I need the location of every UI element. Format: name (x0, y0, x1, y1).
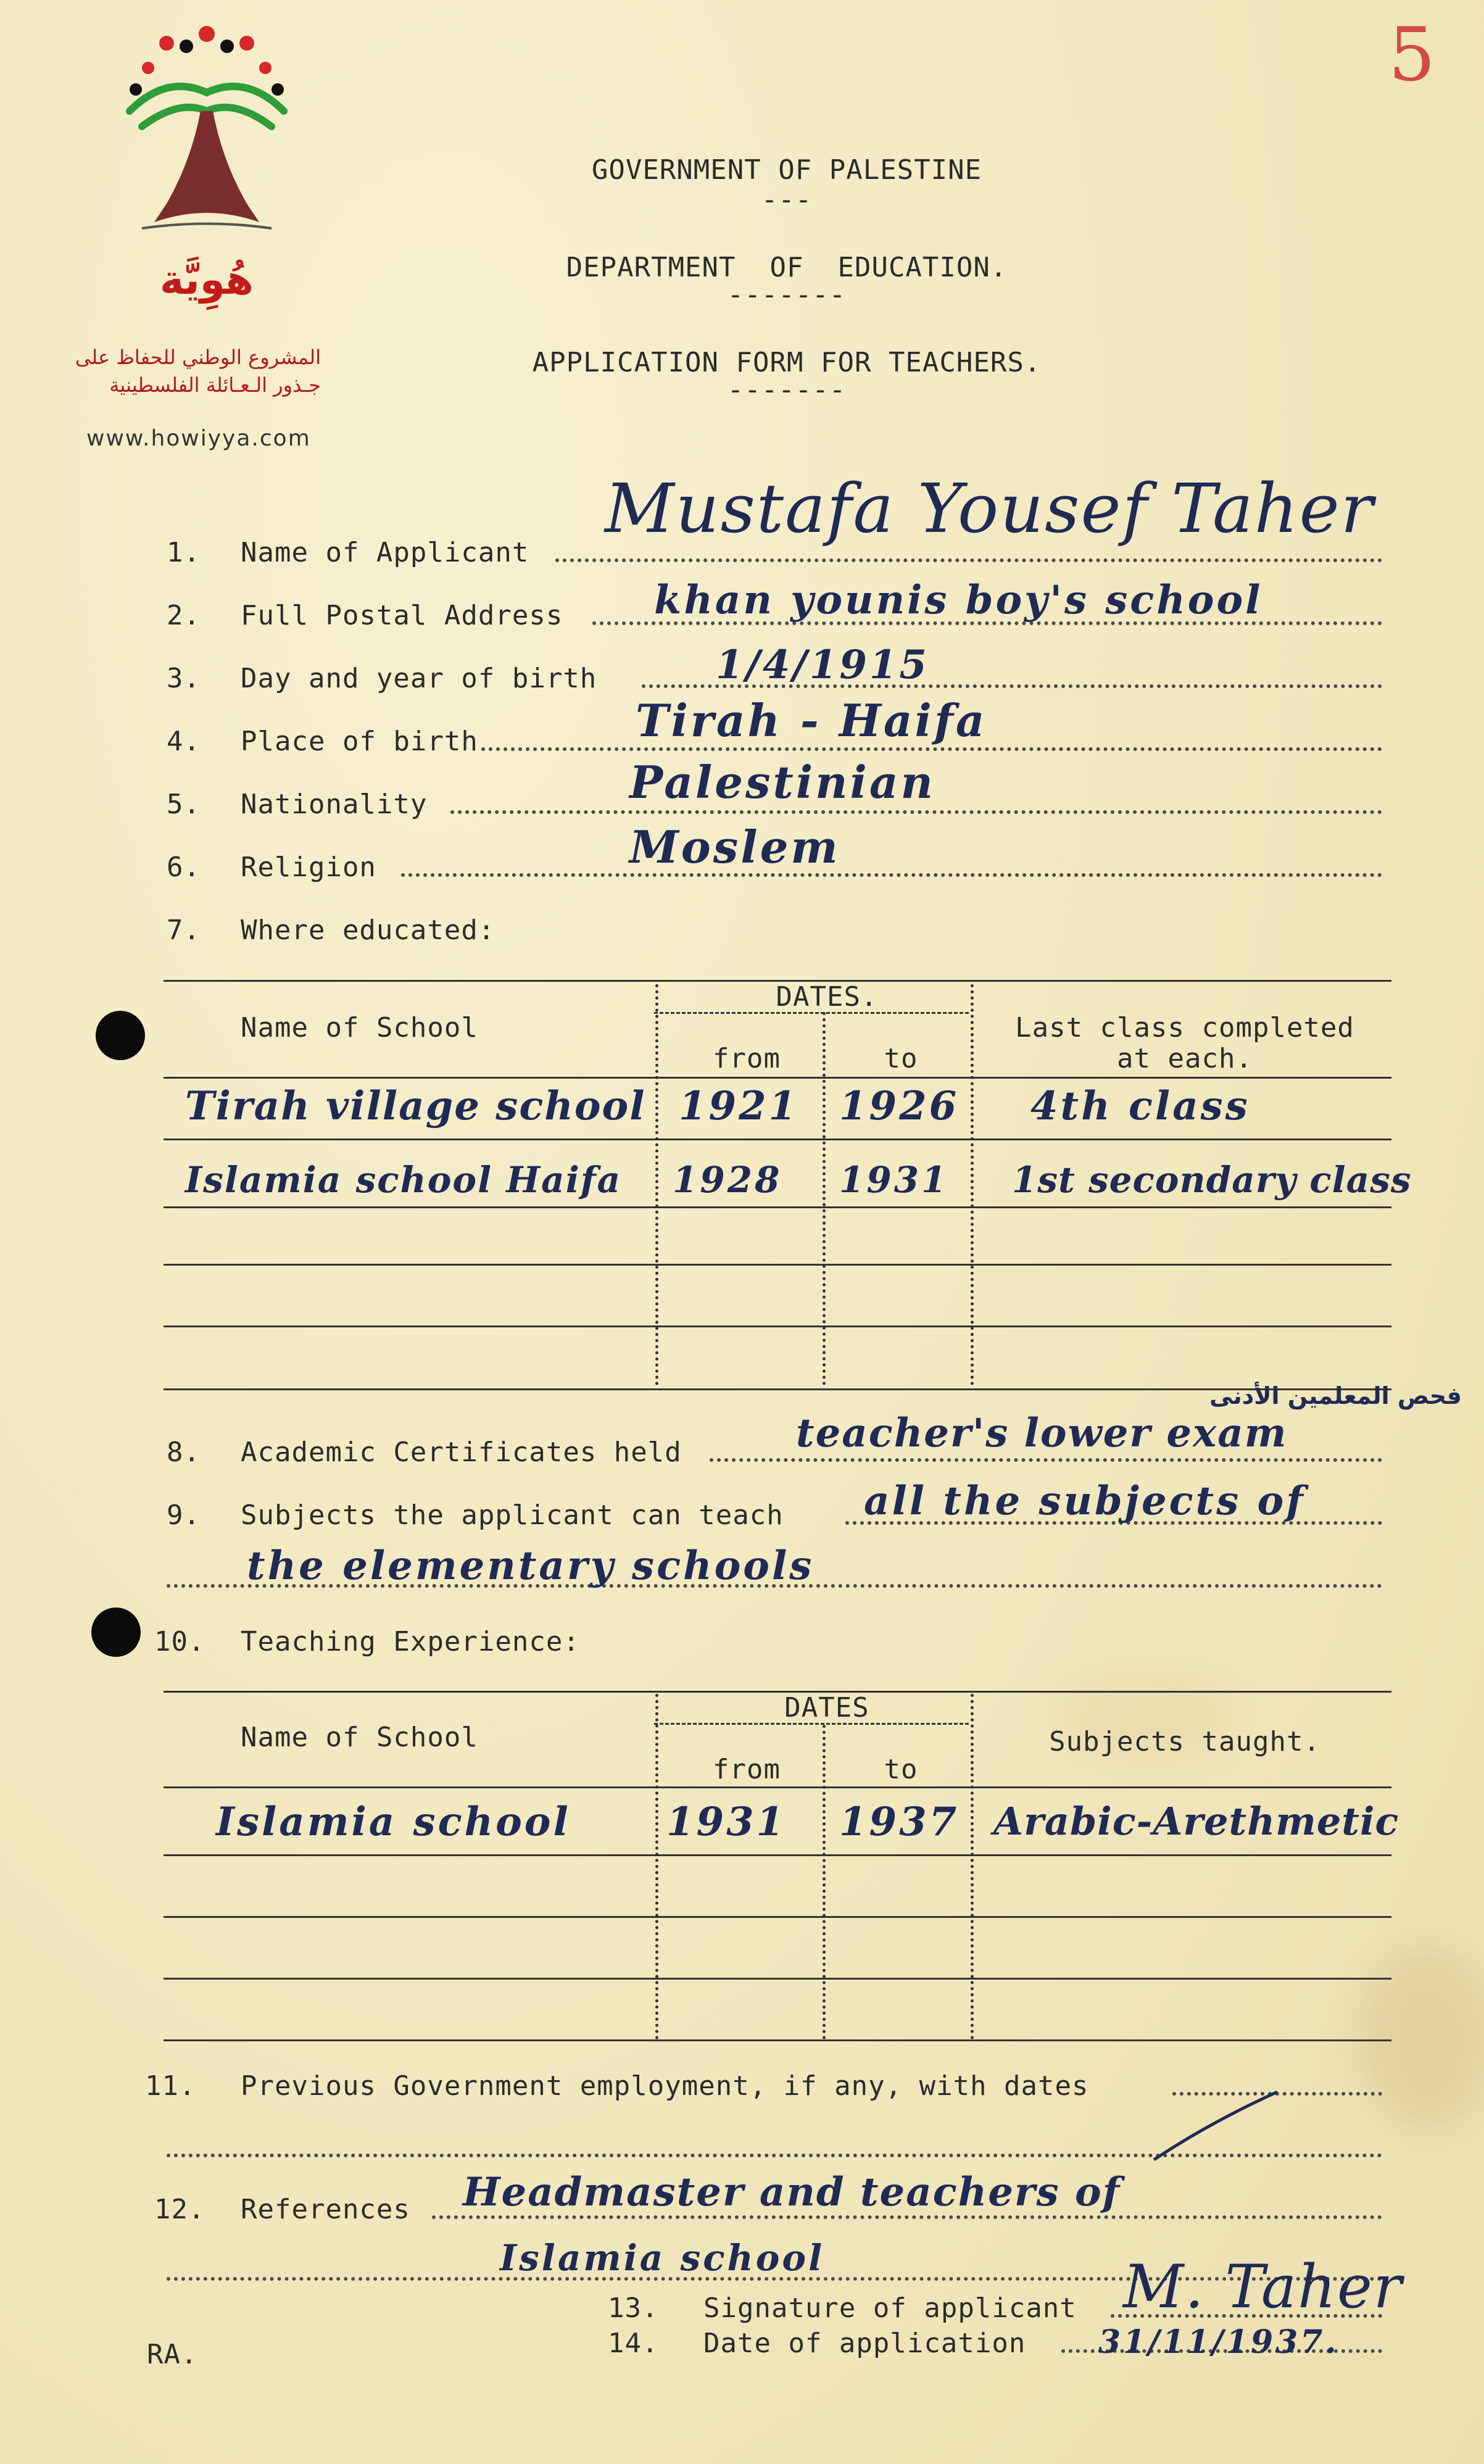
field-12-label: References (241, 2194, 410, 2225)
howiyya-tree-logo-icon (117, 19, 296, 253)
field-6-label: Religion (241, 852, 376, 883)
edu-row-2-last-class: 1st secondary class (1012, 1159, 1412, 1201)
field-6-number: 6. (167, 852, 201, 883)
exp-row-1-school: Islamia school (216, 1799, 571, 1845)
header-separator-1: --- (761, 184, 813, 215)
field-8-number: 8. (167, 1437, 201, 1468)
header-separator-2: ------- (727, 279, 847, 310)
page-number-mark: 5 (1388, 12, 1436, 98)
edu-header-school: Name of School (241, 1012, 478, 1043)
logo-url[interactable]: www.howiyya.com (86, 426, 311, 451)
edu-header-from: from (713, 1043, 781, 1074)
edu-row-1-from: 1921 (679, 1083, 799, 1129)
footer-initials: RA. (147, 2339, 198, 2370)
exp-header-school: Name of School (241, 1722, 478, 1753)
exp-header-to: to (884, 1754, 918, 1785)
field-4-label: Place of birth (241, 726, 478, 757)
exp-row-1-subjects: Arabic-Arethmetic (993, 1799, 1399, 1844)
edu-header-last-class: Last class completed (1015, 1012, 1354, 1043)
field-1-label: Name of Applicant (241, 537, 529, 568)
exp-header-from: from (713, 1754, 781, 1785)
edu-header-to: to (884, 1043, 918, 1074)
field-13-signature: M. Taher (1123, 2252, 1403, 2321)
edu-row-1-school: Tirah village school (185, 1083, 646, 1129)
field-12-references: Headmaster and teachers of (463, 2169, 1121, 2215)
field-5-label: Nationality (241, 789, 428, 820)
field-9-label: Subjects the applicant can teach (241, 1500, 784, 1531)
field-4-birth-place: Tirah - Haifa (636, 694, 987, 747)
field-3-label: Day and year of birth (241, 663, 597, 694)
field-8-label: Academic Certificates held (241, 1437, 682, 1468)
field-12-references-continued: Islamia school (500, 2237, 825, 2279)
field-9-number: 9. (167, 1500, 201, 1531)
edu-row-1-last-class: 4th class (1030, 1083, 1250, 1129)
exp-header-dates: DATES (784, 1692, 869, 1724)
header-department: DEPARTMENT OF EDUCATION. (566, 252, 1008, 283)
exp-header-subjects: Subjects taught. (1049, 1726, 1320, 1757)
binder-hole-bottom (91, 1607, 141, 1657)
field-8-arabic-note: فحص المعلمين الأدنى (1209, 1382, 1462, 1409)
field-11-blank-strike-mark (1148, 2086, 1283, 2166)
field-6-religion: Moslem (629, 821, 840, 873)
field-13-number: 13. (608, 2292, 659, 2324)
field-14-number: 14. (608, 2328, 659, 2359)
field-2-postal-address: khan younis boy's school (654, 577, 1263, 623)
field-12-number: 12. (154, 2194, 205, 2225)
field-1-applicant-name: Mustafa Yousef Taher (605, 469, 1375, 548)
edu-header-dates: DATES. (776, 981, 878, 1013)
logo-tagline-1: المشروع الوطني للحفاظ على (75, 346, 321, 369)
field-8-certificates: teacher's lower exam (796, 1410, 1288, 1456)
edu-row-1-to: 1926 (839, 1083, 960, 1129)
field-2-label: Full Postal Address (241, 600, 563, 631)
field-1-number: 1. (167, 537, 201, 568)
field-7-number: 7. (167, 915, 201, 946)
exp-row-1-from: 1931 (666, 1799, 787, 1845)
exp-row-1-to: 1937 (839, 1799, 960, 1845)
edu-row-2-to: 1931 (839, 1159, 949, 1201)
field-13-label: Signature of applicant (703, 2292, 1077, 2324)
field-5-number: 5. (167, 789, 201, 820)
field-11-label: Previous Government employment, if any, with dates (241, 2070, 1089, 2102)
edu-row-2-from: 1928 (673, 1159, 782, 1201)
edu-row-2-school: Islamia school Haifa (185, 1159, 622, 1201)
edu-header-last-class-2: at each. (1117, 1043, 1253, 1074)
field-5-nationality: Palestinian (629, 756, 935, 808)
field-2-number: 2. (167, 600, 201, 631)
field-10-label: Teaching Experience: (241, 1626, 580, 1657)
binder-hole-top (96, 1011, 145, 1060)
field-7-label: Where educated: (241, 915, 495, 946)
field-9-subjects: all the subjects of (864, 1478, 1306, 1524)
header-form-title: APPLICATION FORM FOR TEACHERS. (532, 347, 1042, 378)
field-9-subjects-continued: the elementary schools (247, 1543, 815, 1589)
field-3-number: 3. (167, 663, 201, 694)
logo-tagline-2: جـذور الـعـائلة الفلسطينية (109, 373, 321, 397)
field-14-label: Date of application (703, 2328, 1026, 2359)
field-11-number: 11. (145, 2070, 196, 2102)
field-3-birth-date: 1/4/1915 (716, 642, 929, 688)
field-4-number: 4. (167, 726, 201, 757)
header-separator-3: ------- (727, 374, 847, 405)
header-government: GOVERNMENT OF PALESTINE (591, 154, 982, 186)
field-10-number: 10. (154, 1626, 205, 1657)
logo-arabic-name: هُوِيَّة (160, 256, 254, 304)
field-14-application-date: 31/11/1937. (1098, 2323, 1339, 2361)
